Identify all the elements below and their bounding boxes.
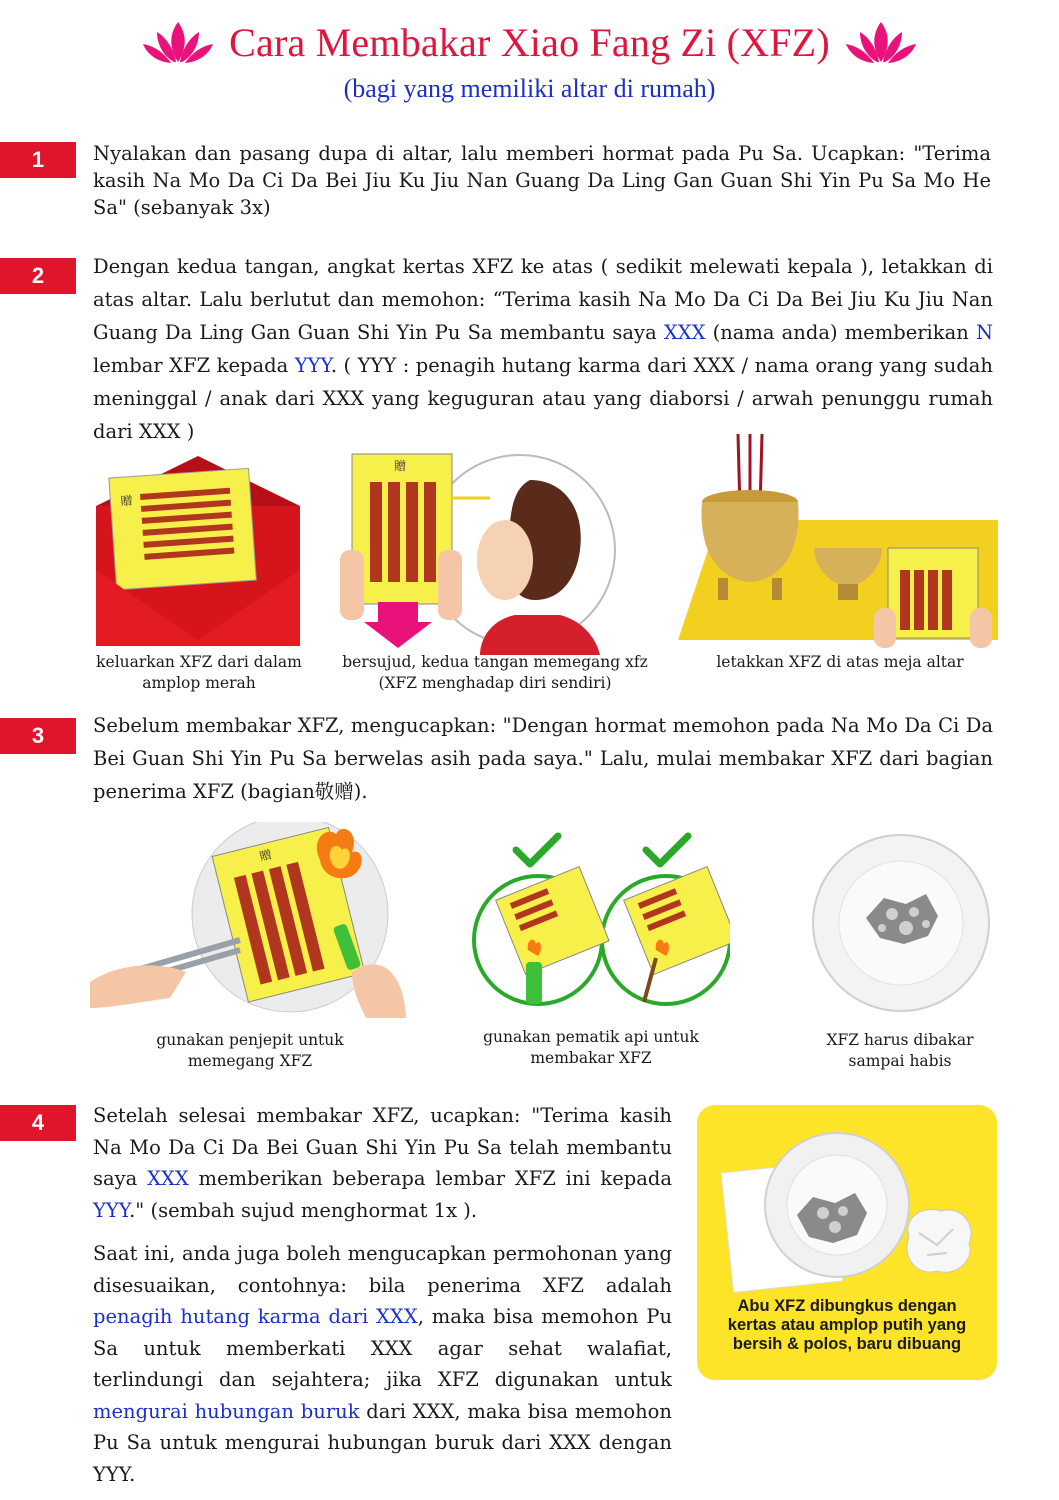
ash-disposal-illustration (697, 1105, 997, 1305)
highlight-xxx: XXX (663, 321, 706, 344)
highlight-yyy: YYY (294, 354, 331, 377)
ash-disposal-box (697, 1105, 997, 1380)
caption-place-on-altar: letakkan XFZ di atas meja altar (716, 653, 964, 671)
step-4-custom-request-text: Saat ini, anda juga boleh mengucapkan permohonan yang disesuaikan, contohnya: bila penerima XFZ adalah penagih hutang karma dari XXX, maka bisa memohon Pu Sa untuk memberkati XXX agar sehat walafiat, terlindungi dan sejahtera; jika XFZ digunakan untuk mengurai hubungan buruk dari XXX, maka bisa memohon Pu Sa untuk mengurai hubungan buruk dari XXX dengan YYY. (93, 1242, 673, 1486)
highlight-n: N (975, 321, 993, 344)
caption-remove-from-envelope: keluarkan XFZ dari dalam amplop merah (96, 653, 302, 692)
step-3-text: Sebelum membakar XFZ, mengucapkan: "Dengan hormat memohon pada Na Mo Da Ci Da Bei Guan Shi Yin Pu Sa berwelas asih pada saya." Lalu, mulai membakar XFZ dari bagian penerima XFZ (bagian敬赠). (93, 714, 993, 803)
page-header (0, 18, 1059, 104)
paper-glyph: 贈 (257, 847, 274, 864)
paper-glyph: 贈 (120, 493, 133, 509)
step-badge-1: 1 (0, 142, 76, 178)
ash-plate-illustration (810, 832, 992, 1014)
caption-kneel-holding: bersujud, kedua tangan memegang xfz (XFZ menghadap diri sendiri) (342, 653, 648, 692)
ash-disposal-caption: Abu XFZ dibungkus dengan kertas atau amplop putih yang bersih & polos, baru dibuang (727, 1297, 967, 1353)
check-icon (516, 836, 558, 864)
highlight-xxx: XXX (147, 1167, 189, 1190)
tongs-burning-illustration (90, 822, 406, 1018)
highlight-bad-relationship: mengurai hubungan buruk (93, 1399, 360, 1423)
lighter-burning-illustration (470, 832, 730, 1010)
step-1-text: Nyalakan dan pasang dupa di altar, lalu memberi hormat pada Pu Sa. Ucapkan: "Terima kasih Na Mo Da Ci Da Bei Jiu Ku Jiu Nan Guang Da Ling Gan Guan Shi Yin Pu Sa Mo He Sa" (sebanyak 3x) (93, 142, 991, 219)
step-badge-4: 4 (0, 1105, 76, 1141)
caption-use-tongs: gunakan penjepit untuk memegang XFZ (156, 1031, 344, 1070)
holding-xfz-illustration (330, 440, 620, 655)
caption-burn-completely: XFZ harus dibakar sampai habis (826, 1031, 974, 1070)
highlight-karma-debt-collector: penagih hutang karma dari XXX (93, 1305, 418, 1328)
check-icon (646, 836, 688, 864)
step-2-text: Dengan kedua tangan, angkat kertas XFZ ke atas ( sedikit melewati kepala ), letakkan di atas altar. Lalu berlutut dan memohon: “Terima kasih Na Mo Da Ci Da Bei Jiu Ku Jiu Nan Guang Da Ling Gan Guan Shi Yin Pu Sa membantu saya XXX (nama anda) memberikan N lembar XFZ kepada YYY. ( YYY : penagih hutang karma dari XXX / nama orang yang sudah meninggal / anak dari XXX yang keguguran atau yang diaborsi / arwah penunggu rumah dari XXX ) (93, 255, 993, 443)
arrow-down-icon (364, 602, 432, 648)
page-title: Cara Membakar Xiao Fang Zi (XFZ) (229, 19, 830, 65)
altar-table-illustration (678, 430, 998, 652)
step-badge-2: 2 (0, 258, 76, 294)
paper-glyph: 贈 (394, 459, 407, 473)
lotus-icon (141, 18, 215, 66)
red-envelope-illustration (92, 450, 304, 650)
page-subtitle: (bagi yang memiliki altar di rumah) (343, 74, 716, 103)
caption-use-lighter: gunakan pematik api untuk membakar XFZ (483, 1028, 699, 1067)
lotus-icon (844, 18, 918, 66)
step-badge-3: 3 (0, 718, 76, 754)
step-4-text: Setelah selesai membakar XFZ, ucapkan: "Terima kasih Na Mo Da Ci Da Bei Guan Shi Yin Pu Sa telah membantu saya XXX memberikan beberapa lembar XFZ ini kepada YYY." (sembah sujud menghormat 1x ). (93, 1104, 672, 1222)
highlight-yyy: YYY (93, 1198, 130, 1222)
